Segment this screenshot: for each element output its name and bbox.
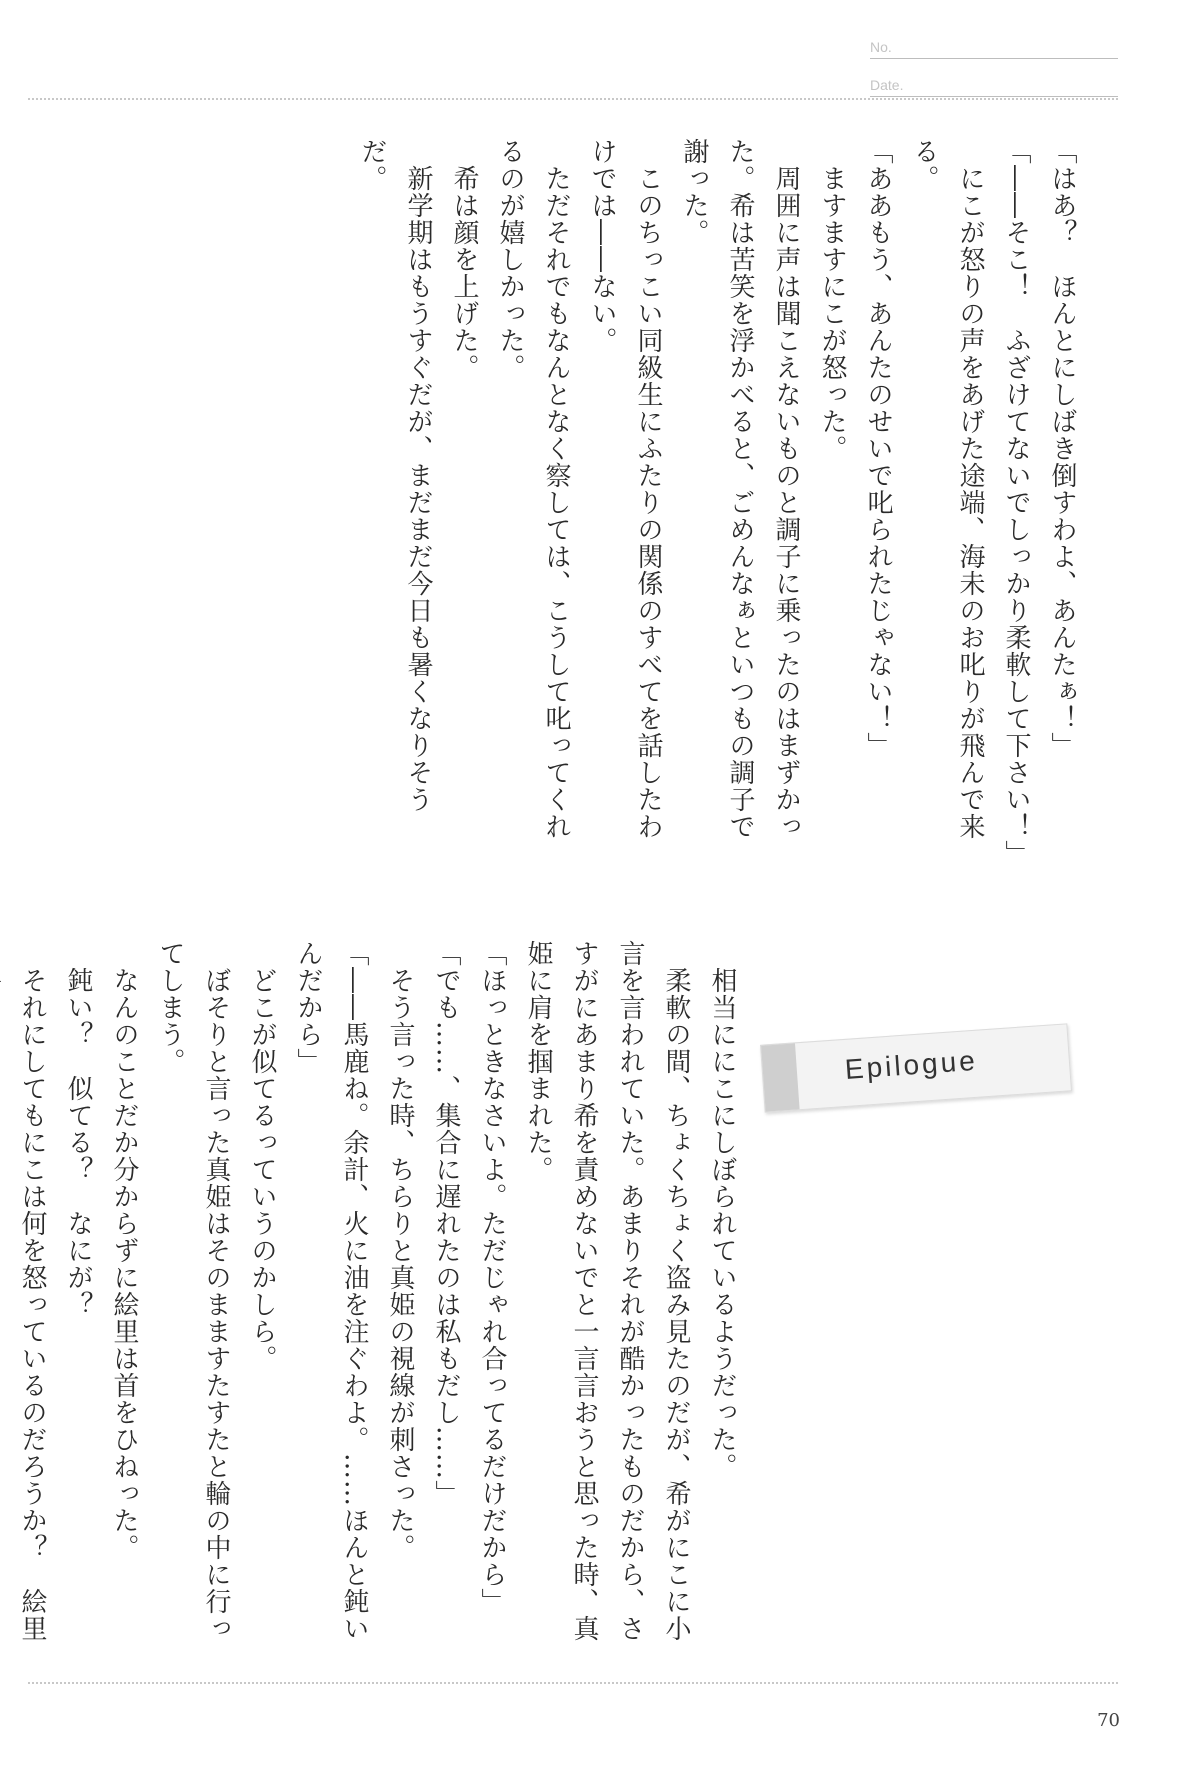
no-label: No. <box>870 39 892 55</box>
date-label: Date. <box>870 77 904 93</box>
text-line: にこが怒りの声をあげた途端、海未のお叱りが飛んで来る。 <box>909 138 985 840</box>
lower-text-block <box>17 940 745 1660</box>
bottom-dotted-rule <box>28 1682 1118 1684</box>
text-line: それにしてもにこは何を怒っているのだろうか？ 絵里 <box>17 967 47 1642</box>
text-line: 柔軟の間、ちょくちょく盗み見たのだが、希がにこに小言を言われていた。あまりそれが酷かったものだから、さすがにあまり希を責めないでと一言言おうと思った時、真姫に肩を掴まれた。 <box>523 940 691 1642</box>
text-line: 「ああもう、あんたのせいで叱られたじゃない！」 <box>863 138 893 759</box>
page-number: 70 <box>1097 1710 1120 1731</box>
epilogue-label: Epilogue <box>843 1044 979 1085</box>
text-line: 「でも……、集合に遅れたのは私もだし……」 <box>431 940 461 1507</box>
text-line: 鈍い？ 似てる？ なにが？ <box>63 940 93 1318</box>
text-line: 希は顔を上げた。 <box>449 138 479 381</box>
text-line: ぼそりと言った真姫はそのまますたすたと輪の中に行ってしまう。 <box>155 940 231 1642</box>
upper-text-block <box>185 138 1085 867</box>
text-line: 相当ににこにしぼられているようだった。 <box>707 940 737 1480</box>
date-field <box>870 68 1118 97</box>
text-line: 「はあ？ ほんとにしばき倒すわよ、あんたぁ！」 <box>1047 138 1077 759</box>
top-dotted-rule <box>28 98 1118 100</box>
text-line: ただそれでもなんとなく察しては、こうして叱ってくれるのが嬉しかった。 <box>495 138 571 840</box>
text-line: なんのことだか分からずに絵里は首をひねった。 <box>109 940 139 1561</box>
no-field <box>870 30 1118 59</box>
text-line: 新学期はもうすぐだが、まだまだ今日も暑くなりそうだ。 <box>357 138 433 813</box>
text-line: このちっこい同級生にふたりの関係のすべてを話したわけでは――ない。 <box>587 138 663 840</box>
text-line: 「――そこ！ ふざけてないでしっかり柔軟して下さい！」 <box>1001 138 1031 867</box>
text-line: そう言った時、ちらりと真姫の視線が刺さった。 <box>385 940 415 1561</box>
text-line: 「ほっときなさいよ。ただじゃれ合ってるだけだから」 <box>477 940 507 1615</box>
text-line: ますますにこが怒った。 <box>817 138 847 462</box>
tag-tab <box>761 1043 800 1111</box>
text-line: 周囲に声は聞こえないものと調子に乗ったのはまずかった。希は苦笑を浮かべると、ごめんなぁといつもの調子で謝った。 <box>679 138 801 840</box>
text-line: どこが似てるっていうのかしら。 <box>247 940 277 1372</box>
epilogue-tag <box>760 1023 1072 1112</box>
text-line: 「――馬鹿ね。余計、火に油を注ぐわよ。……ほんと鈍いんだから」 <box>293 940 369 1642</box>
